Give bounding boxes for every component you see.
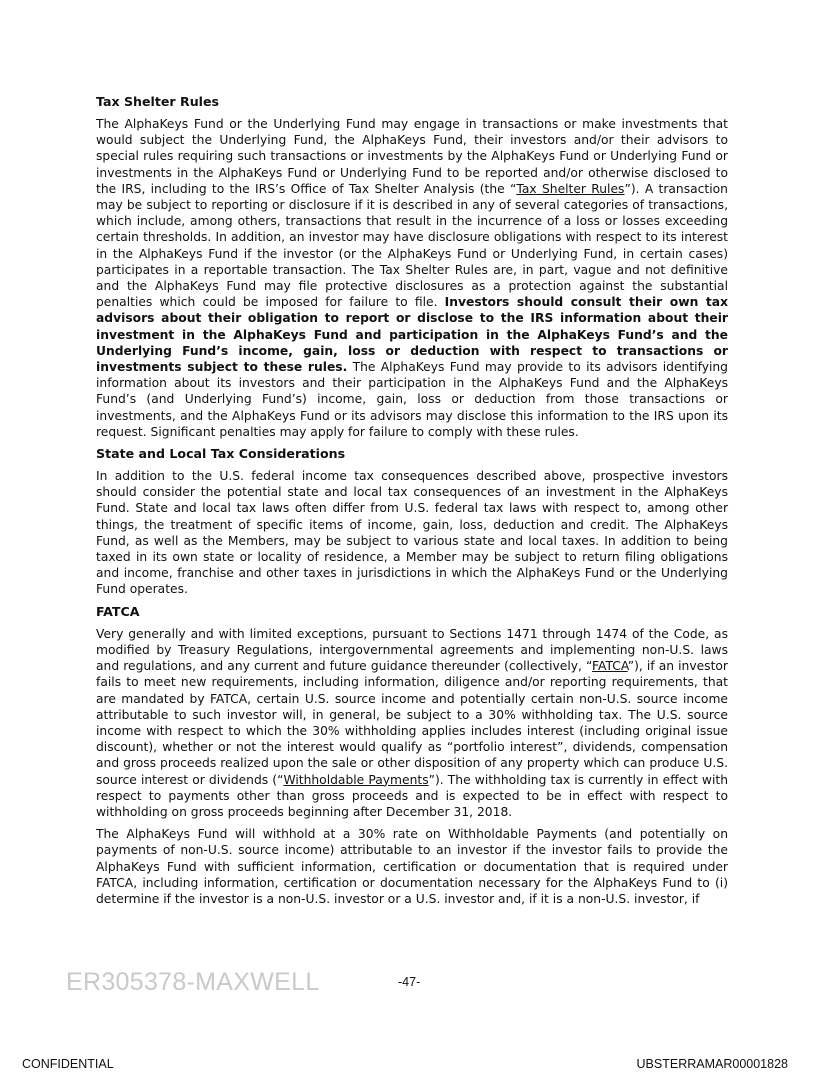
text-run: The AlphaKeys Fund or the Underlying Fund may engage in transactions or make investments that would subject the Underlying Fund, the AlphaKeys Fund, their investors and/or their advisors to special rules requiring such transactions or investments by the AlphaKeys Fund or Underlying Fund or investments in the AlphaKeys Fund or Underlying Fund to be reported and/or otherwise disclosed to the IRS, including to the IRS’s Office of Tax Shelter Analysis (the “ <box>96 117 728 196</box>
tax-shelter-paragraph <box>96 116 728 440</box>
section-heading-fatca: FATCA <box>96 603 140 619</box>
section-heading-state-local: State and Local Tax Considerations <box>96 446 346 462</box>
defined-term-fatca: FATCA <box>592 659 628 674</box>
text-run: ”). The withholding tax is currently in effect with respect to payments other than gross proceeds and is expected to be in effect with respect to withholding on gross proceeds beginning after December 31, 2018. <box>96 772 729 819</box>
defined-term-tax-shelter-rules: Tax Shelter Rules <box>516 181 625 196</box>
text-run: Very generally and with limited exceptions, pursuant to Sections 1471 through 1474 of the Code, as modified by Treasury Regulations, intergovernmental agreements and implementing non-U.S. laws and regulations, and any current and future guidance thereunder (collectively, “ <box>96 626 728 674</box>
document-body <box>96 94 728 913</box>
watermark-document-id: ER305378-MAXWELL <box>66 968 320 996</box>
fatca-paragraph-2: The AlphaKeys Fund will withhold at a 30% rate on Withholdable Payments (and potentially on payments of non-U.S. source income) attributable to an investor if the investor fails to provide the AlphaKeys Fund with sufficient information, certification or documentation that is required under FATCA, including information, certification or documentation necessary for the AlphaKeys Fund to (i) determine if the investor is a non-U.S. investor or a U.S. investor and, if it is a non-U.S. investor, if <box>96 827 728 906</box>
state-local-paragraph: In addition to the U.S. federal income tax consequences described above, prospective investors should consider the potential state and local tax consequences of an investment in the AlphaKeys Fund. State and local tax laws often differ from U.S. federal tax laws with respect to, among other things, the treatment of specific items of income, gain, loss, deduction and credit. The AlphaKeys Fund, as well as the Members, may be subject to various state and local taxes. In addition to being taxed in its own state or locality of residence, a Member may be subject to return filing obligations and income, franchise and other taxes in jurisdictions in which the AlphaKeys Fund or the Underlying Fund operates. <box>96 469 728 597</box>
defined-term-withholdable-payments: Withholdable Payments <box>283 772 429 787</box>
section-heading-tax-shelter-rules: Tax Shelter Rules <box>96 94 220 109</box>
text-run: ”), if an investor fails to meet new requirements, including information, diligence and/or reporting requirements, that are mandated by FATCA, certain U.S. source income and potentially certain non-U.S. source income attributable to such investor will, in general, be subject to a 30% withholding tax. The U.S. source income with respect to which the 30% withholding applies includes interest (including original issue discount), whether or not the interest would qualify as “portfolio interest”, dividends, compensation and gross proceeds realized upon the sale or other disposition of any property which can produce U.S. source interest or dividends (“ <box>96 659 728 787</box>
bates-number: UBSTERRAMAR00001828 <box>636 1057 788 1071</box>
text-run: ”). A transaction may be subject to reporting or disclosure if it is described in any of several categories of transactions, which include, among others, transactions that result in the incurrence of a loss or losses exceeding certain thresholds. In addition, an investor may have disclosure obligations with respect to its interest in the AlphaKeys Fund if the investor (or the AlphaKeys Fund or Underlying Fund, in certain cases) participates in a reportable transaction. The Tax Shelter Rules are, in part, vague and not definitive and the AlphaKeys Fund may file protective disclosures as a protection against the substantial penalties which could be imposed for failure to file. <box>96 181 728 310</box>
text-run: The AlphaKeys Fund may provide to its advisors identifying information about its investors and their participation in the AlphaKeys Fund and the AlphaKeys Fund’s (and Underlying Fund’s) income, gain, loss or deduction from those transactions or investments, and the AlphaKeys Fund or its advisors may disclose this information to the IRS upon its request. Significant penalties may apply for failure to comply with these rules. <box>96 360 728 439</box>
page-number: -47- <box>398 975 421 989</box>
confidential-label: CONFIDENTIAL <box>22 1057 114 1071</box>
bold-advisory: Investors should consult their own tax advisors about their obligation to report or disclose to the IRS information about their investment in the AlphaKeys Fund and participation in the AlphaKeys Fund’s and the Underlying Fund’s income, gain, loss or deduction with respect to transactions or investments subject to these rules. <box>96 295 728 375</box>
fatca-paragraph-1 <box>96 626 728 820</box>
